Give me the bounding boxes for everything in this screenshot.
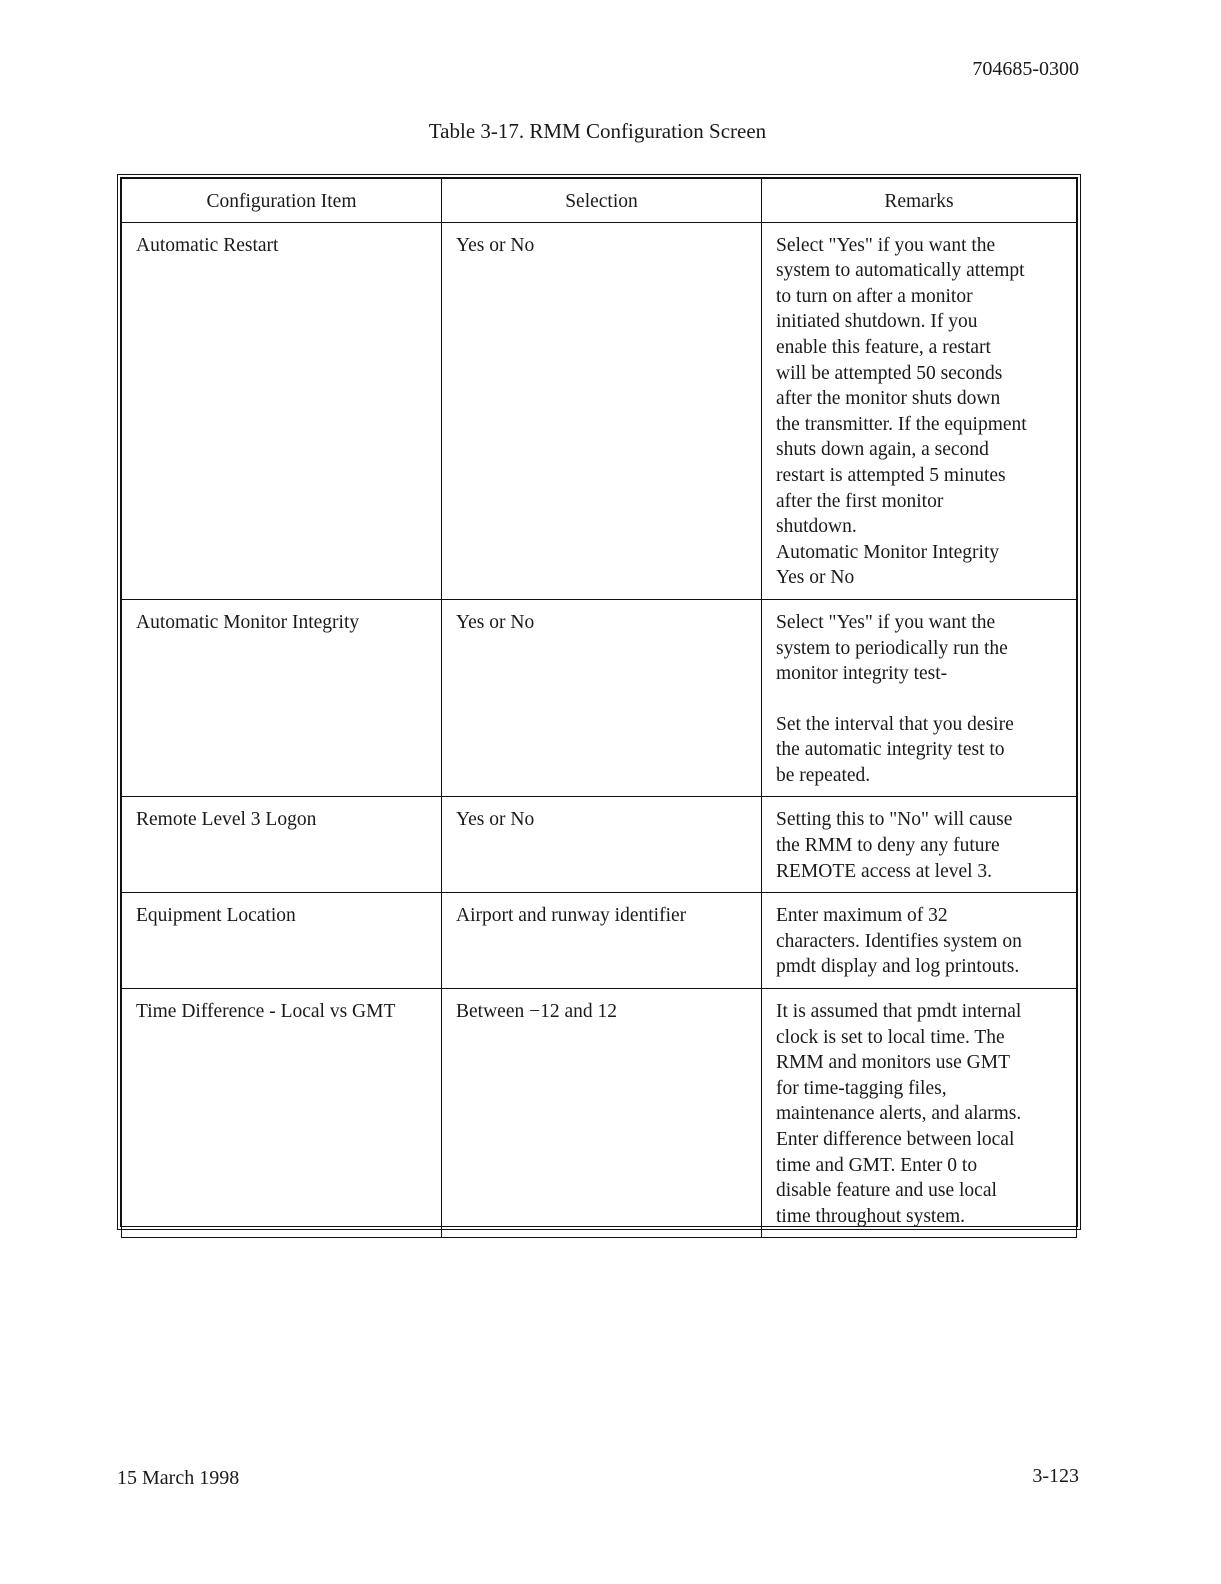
remarks-line: RMM and monitors use GMT [776,1052,1010,1074]
remarks-line: Set the interval that you desire [776,713,1014,735]
configuration-item-cell: Automatic Restart [122,222,442,599]
configuration-table-frame [117,174,1081,1230]
remarks-line: to turn on after a monitor [776,285,973,307]
remarks-line: restart is attempted 5 minutes [776,464,1006,486]
selection-cell: Between −12 and 12 [442,989,762,1238]
selection-cell: Yes or No [442,599,762,797]
remarks-line: Setting this to "No" will cause [776,809,1013,831]
remarks-line: monitor integrity test- [776,663,948,685]
footer-date: 15 March 1998 [117,1467,240,1489]
remarks-line: initiated shutdown. If you [776,311,978,333]
configuration-table [121,178,1077,1238]
remarks-line: time and GMT. Enter 0 to [776,1154,978,1176]
remarks-line: enable this feature, a restart [776,336,991,358]
remarks-line: shuts down again, a second [776,439,989,461]
remarks-line: after the monitor shuts down [776,388,1001,410]
remarks-cell [762,599,1077,797]
table-header-row [122,179,1077,223]
remarks-line: time throughout system. [776,1205,966,1227]
selection-cell: Yes or No [442,222,762,599]
selection-cell: Yes or No [442,797,762,893]
remarks-line: the automatic integrity test to [776,739,1005,761]
remarks-line: characters. Identifies system on [776,930,1022,952]
remarks-line: the transmitter. If the equipment [776,413,1027,435]
column-header-selection: Selection [442,179,762,223]
remarks-line: Yes or No [776,567,855,589]
remarks-line: after the first monitor [776,490,944,512]
column-header-remarks: Remarks [762,179,1077,223]
remarks-line: Select "Yes" if you want the [776,611,996,633]
table-row [122,599,1077,797]
configuration-item-cell: Remote Level 3 Logon [122,797,442,893]
remarks-line: Select "Yes" if you want the [776,234,996,256]
table-row [122,893,1077,989]
remarks-line: shutdown. [776,516,857,538]
remarks-line: system to periodically run the [776,637,1008,659]
table-row [122,989,1077,1238]
remarks-cell [762,222,1077,599]
remarks-line: be repeated. [776,764,871,786]
remarks-line: REMOTE access at level 3. [776,860,993,882]
document-number: 704685-0300 [972,58,1079,80]
remarks-line: Automatic Monitor Integrity [776,541,1000,563]
remarks-cell [762,893,1077,989]
remarks-line: will be attempted 50 seconds [776,362,1003,384]
remarks-cell [762,989,1077,1238]
remarks-paragraph-gap [776,687,1064,712]
remarks-line: pmdt display and log printouts. [776,956,1020,978]
remarks-line: Enter maximum of 32 [776,905,948,927]
selection-cell: Airport and runway identifier [442,893,762,989]
remarks-line: disable feature and use local [776,1180,997,1202]
remarks-line: system to automatically attempt [776,260,1025,282]
remarks-cell [762,797,1077,893]
remarks-line: It is assumed that pmdt internal [776,1001,1022,1023]
remarks-line: maintenance alerts, and alarms. [776,1103,1022,1125]
configuration-item-cell: Time Difference - Local vs GMT [122,989,442,1238]
remarks-line: the RMM to deny any future [776,835,1000,857]
column-header-configuration-item: Configuration Item [122,179,442,223]
table-row [122,797,1077,893]
remarks-line: Enter difference between local [776,1129,1015,1150]
page-number: 3-123 [1032,1465,1079,1487]
table-title: Table 3-17. RMM Configuration Screen [428,119,767,143]
remarks-line: for time-tagging files, [776,1077,947,1099]
remarks-line: clock is set to local time. The [776,1026,1005,1048]
configuration-item-cell: Automatic Monitor Integrity [122,599,442,797]
configuration-item-cell: Equipment Location [122,893,442,989]
table-row [122,222,1077,599]
